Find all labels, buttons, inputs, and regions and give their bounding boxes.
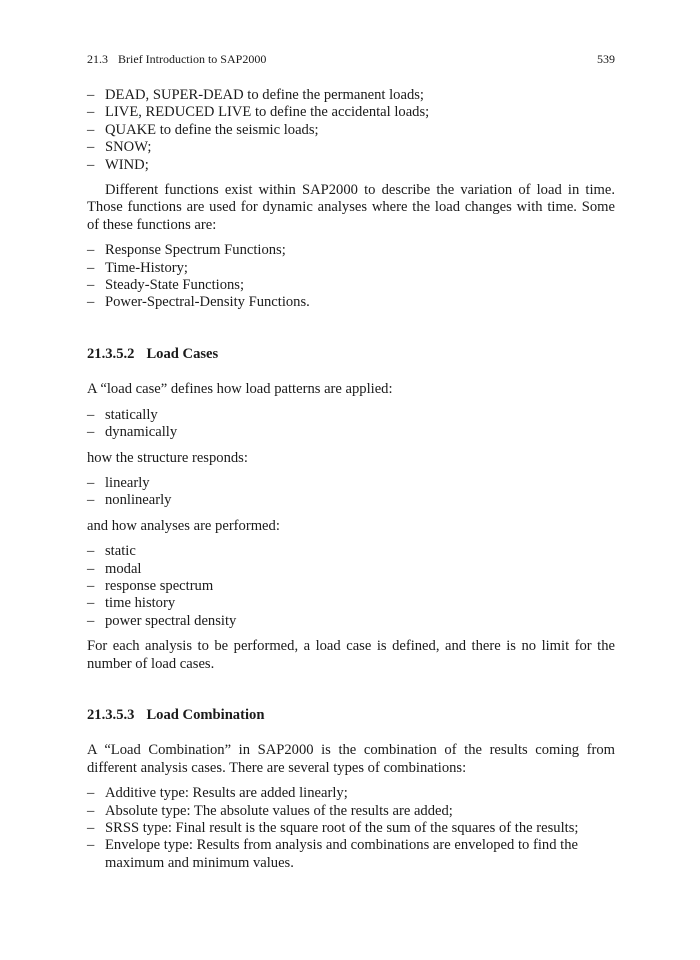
load-combination-intro: A “Load Combination” in SAP2000 is the combination of the results coming from different analysis cases. There are several types of combinations: — [87, 742, 615, 776]
list-item: – Power-Spectral-Density Functions. — [87, 294, 615, 311]
responds-text: how the structure responds: — [87, 449, 248, 466]
load-combination-heading — [87, 707, 615, 724]
list-item: – DEAD, SUPER-DEAD to define the permanent loads; — [87, 87, 615, 104]
running-header — [87, 52, 615, 67]
combination-types-list — [87, 785, 615, 872]
list-item: – QUAKE to define the seismic loads; — [87, 122, 615, 139]
list-item: – modal — [87, 561, 615, 578]
list-item: – Steady-State Functions; — [87, 277, 615, 294]
functions-paragraph: Different functions exist within SAP2000 to describe the variation of load in time. Those functions are used for dynamic analyses where the load changes with time. Some of these functions are: — [87, 182, 615, 233]
list-item: – Envelope type: Results from analysis and combinations are enveloped to find the maximum and minimum values. — [87, 837, 615, 872]
list-item: – time history — [87, 595, 615, 612]
responds-list — [87, 475, 615, 510]
applied-list — [87, 407, 615, 442]
performed-text: and how analyses are performed: — [87, 517, 280, 534]
list-item: – WIND; — [87, 157, 615, 174]
page-number: 539 — [597, 52, 615, 66]
list-item: – statically — [87, 407, 615, 424]
section-title: Brief Introduction to SAP2000 — [118, 52, 267, 66]
list-item: – Time-History; — [87, 260, 615, 277]
list-item: – Absolute type: The absolute values of the results are added; — [87, 803, 615, 820]
functions-list — [87, 242, 615, 312]
list-item: – static — [87, 543, 615, 560]
list-item: – response spectrum — [87, 578, 615, 595]
heading-number: 21.3.5.3 — [87, 706, 135, 723]
list-item: – nonlinearly — [87, 492, 615, 509]
load-patterns-list — [87, 87, 615, 174]
load-cases-closing: For each analysis to be performed, a load case is defined, and there is no limit for the number of load cases. — [87, 638, 615, 672]
list-item: – linearly — [87, 475, 615, 492]
list-item: – LIVE, REDUCED LIVE to define the accidental loads; — [87, 104, 615, 121]
load-cases-heading — [87, 346, 615, 363]
section-number: 21.3 — [87, 52, 108, 66]
heading-title: Load Combination — [146, 706, 265, 723]
list-item: – dynamically — [87, 424, 615, 441]
heading-number: 21.3.5.2 — [87, 345, 135, 362]
list-item: – Additive type: Results are added linearly; — [87, 785, 615, 802]
list-item: – Response Spectrum Functions; — [87, 242, 615, 259]
page-body — [87, 87, 615, 872]
load-cases-intro: A “load case” defines how load patterns are applied: — [87, 381, 393, 398]
heading-title: Load Cases — [146, 345, 219, 362]
list-item: – SNOW; — [87, 139, 615, 156]
running-header-section — [87, 52, 266, 67]
performed-list — [87, 543, 615, 630]
list-item: – SRSS type: Final result is the square root of the sum of the squares of the results; — [87, 820, 615, 837]
list-item: – power spectral density — [87, 613, 615, 630]
